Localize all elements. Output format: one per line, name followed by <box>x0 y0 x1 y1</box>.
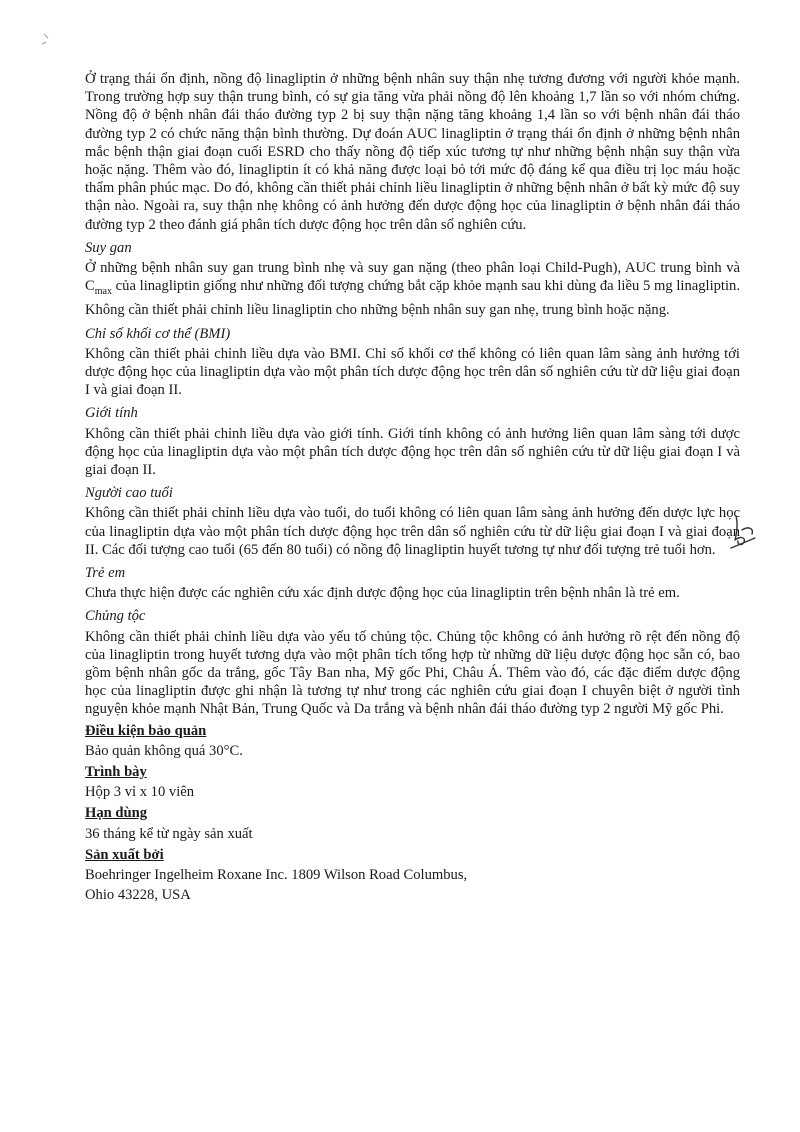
expiry-heading: Hạn dùng <box>85 805 148 822</box>
manufacturer-line-2: Ohio 43228, USA <box>85 887 191 904</box>
children-heading: Trẻ em <box>85 564 126 581</box>
document-page <box>85 70 740 906</box>
race-paragraph: Không cần thiết phải chỉnh liều dựa vào yếu tố chủng tộc. Chủng tộc không có ảnh hưởng rõ rệt đến nồng độ của linagliptin trong huyết tương dựa vào một phân tích tổng hợp từ những dữ liệu dược động học sẵn có, bao gồm bệnh nhân gốc da trắng, gốc Tây Ban nha, Mỹ gốc Phi, Châu Á. Thêm vào đó, các đặc điểm dược động học của linagliptin được ghi nhận là tương tự như trong các nghiên cứu giai đoạn I chuyên biệt ở người tình nguyện khỏe mạnh Nhật Bản, Trung Quốc và Da trắng và bệnh nhân đái tháo đường typ 2 người Mỹ gốc Phi. <box>85 628 740 718</box>
liver-text-after: của linagliptin giống như những đối tượng chứng bắt cặp khỏe mạnh sau khi dùng đa liều 5 mg linagliptin. Không cần thiết phải chỉnh liều linagliptin cho những bệnh nhân suy gan nhẹ, trung bình hoặc nặng. <box>85 278 740 319</box>
storage-text: Bảo quản không quá 30°C. <box>85 742 243 759</box>
liver-impairment-heading: Suy gan <box>85 239 132 256</box>
expiry-text: 36 tháng kể từ ngày sản xuất <box>85 825 253 842</box>
corner-scan-mark <box>40 30 60 50</box>
presentation-heading: Trình bày <box>85 764 147 781</box>
children-paragraph: Chưa thực hiện được các nghiên cứu xác định dược động học của linagliptin trên bệnh nhân là trẻ em. <box>85 585 680 602</box>
manufacturer-line-1: Boehringer Ingelheim Roxane Inc. 1809 Wilson Road Columbus, <box>85 867 468 884</box>
storage-heading: Điều kiện bảo quản <box>85 722 207 739</box>
elderly-paragraph: Không cần thiết phải chỉnh liều dựa vào tuổi, do tuổi không có liên quan lâm sàng ảnh hưởng đến dược lực học của linagliptin dựa vào một phân tích dược động học trên dân số nghiên cứu từ dữ liệu giai đoạn I và giai đoạn II. Các đối tượng cao tuổi (65 đến 80 tuổi) có nồng độ linagliptin huyết tương tự như đối tượng trẻ tuổi hơn. <box>85 505 740 558</box>
elderly-heading: Người cao tuổi <box>85 485 173 502</box>
bmi-paragraph: Không cần thiết phải chỉnh liều dựa vào BMI. Chỉ số khối cơ thể không có liên quan lâm sàng ảnh hưởng tới dược động học của linagliptin dựa vào một phân tích dược động học trên dân số nghiên cứu từ dữ liệu giai đoạn I và giai đoạn II. <box>85 345 740 399</box>
handwritten-initial-mark <box>728 510 758 550</box>
presentation-text: Hộp 3 vỉ x 10 viên <box>85 784 195 801</box>
gender-heading: Giới tính <box>85 405 138 422</box>
renal-impairment-paragraph: Ở trạng thái ổn định, nồng độ linagliptin ở những bệnh nhân suy thận nhẹ tương đương với người khỏe mạnh. Trong trường hợp suy thận trung bình, có sự gia tăng vừa phải nồng độ lên khoảng 1,7 lần so với nhóm chứng. Nồng độ ở bệnh nhân đái tháo đường typ 2 bị suy thận nặng tăng khoảng 1,4 lần so với bệnh nhân đái tháo đường typ 2 có chức năng thận bình thường. Dự đoán AUC linagliptin ở trạng thái ổn định ở những bệnh nhân mắc bệnh thận giai đoạn cuối ESRD cho thấy nồng độ tiếp xúc tương tự như những bệnh nhận suy thận vừa hoặc nặng. Thêm vào đó, linagliptin ít có khả năng được loại bỏ tới mức độ đáng kể qua điều trị lọc máu hoặc thẩm phân phúc mạc. Do đó, không cần thiết phải chỉnh liều linagliptin ở những bệnh nhân ở bất kỳ mức độ suy thận nào. Ngoài ra, suy thận nhẹ không có ảnh hưởng đến dược động học của linagliptin ở bệnh nhân đái tháo đường typ 2 theo đánh giá phân tích dược động học trên dân số nghiên cứu. <box>85 71 740 233</box>
bmi-heading: Chỉ số khối cơ thể (BMI) <box>85 325 231 342</box>
race-heading: Chủng tộc <box>85 608 146 625</box>
liver-text-before: Ở những bệnh nhân suy gan trung bình nhẹ và suy gan nặng (theo phân loại Child-Pugh), AUC trung bình và C <box>85 260 740 295</box>
liver-impairment-paragraph <box>85 259 740 320</box>
manufacturer-heading: Sản xuất bởi <box>85 846 164 863</box>
cmax-subscript: max <box>94 286 112 298</box>
gender-paragraph: Không cần thiết phải chỉnh liều dựa vào giới tính. Giới tính không có ảnh hưởng liên quan lâm sàng tới dược động học của linagliptin dựa vào một phân tích dược động học trên dân số nghiên cứu từ dữ liệu giai đoạn I và giai đoạn II. <box>85 425 740 478</box>
